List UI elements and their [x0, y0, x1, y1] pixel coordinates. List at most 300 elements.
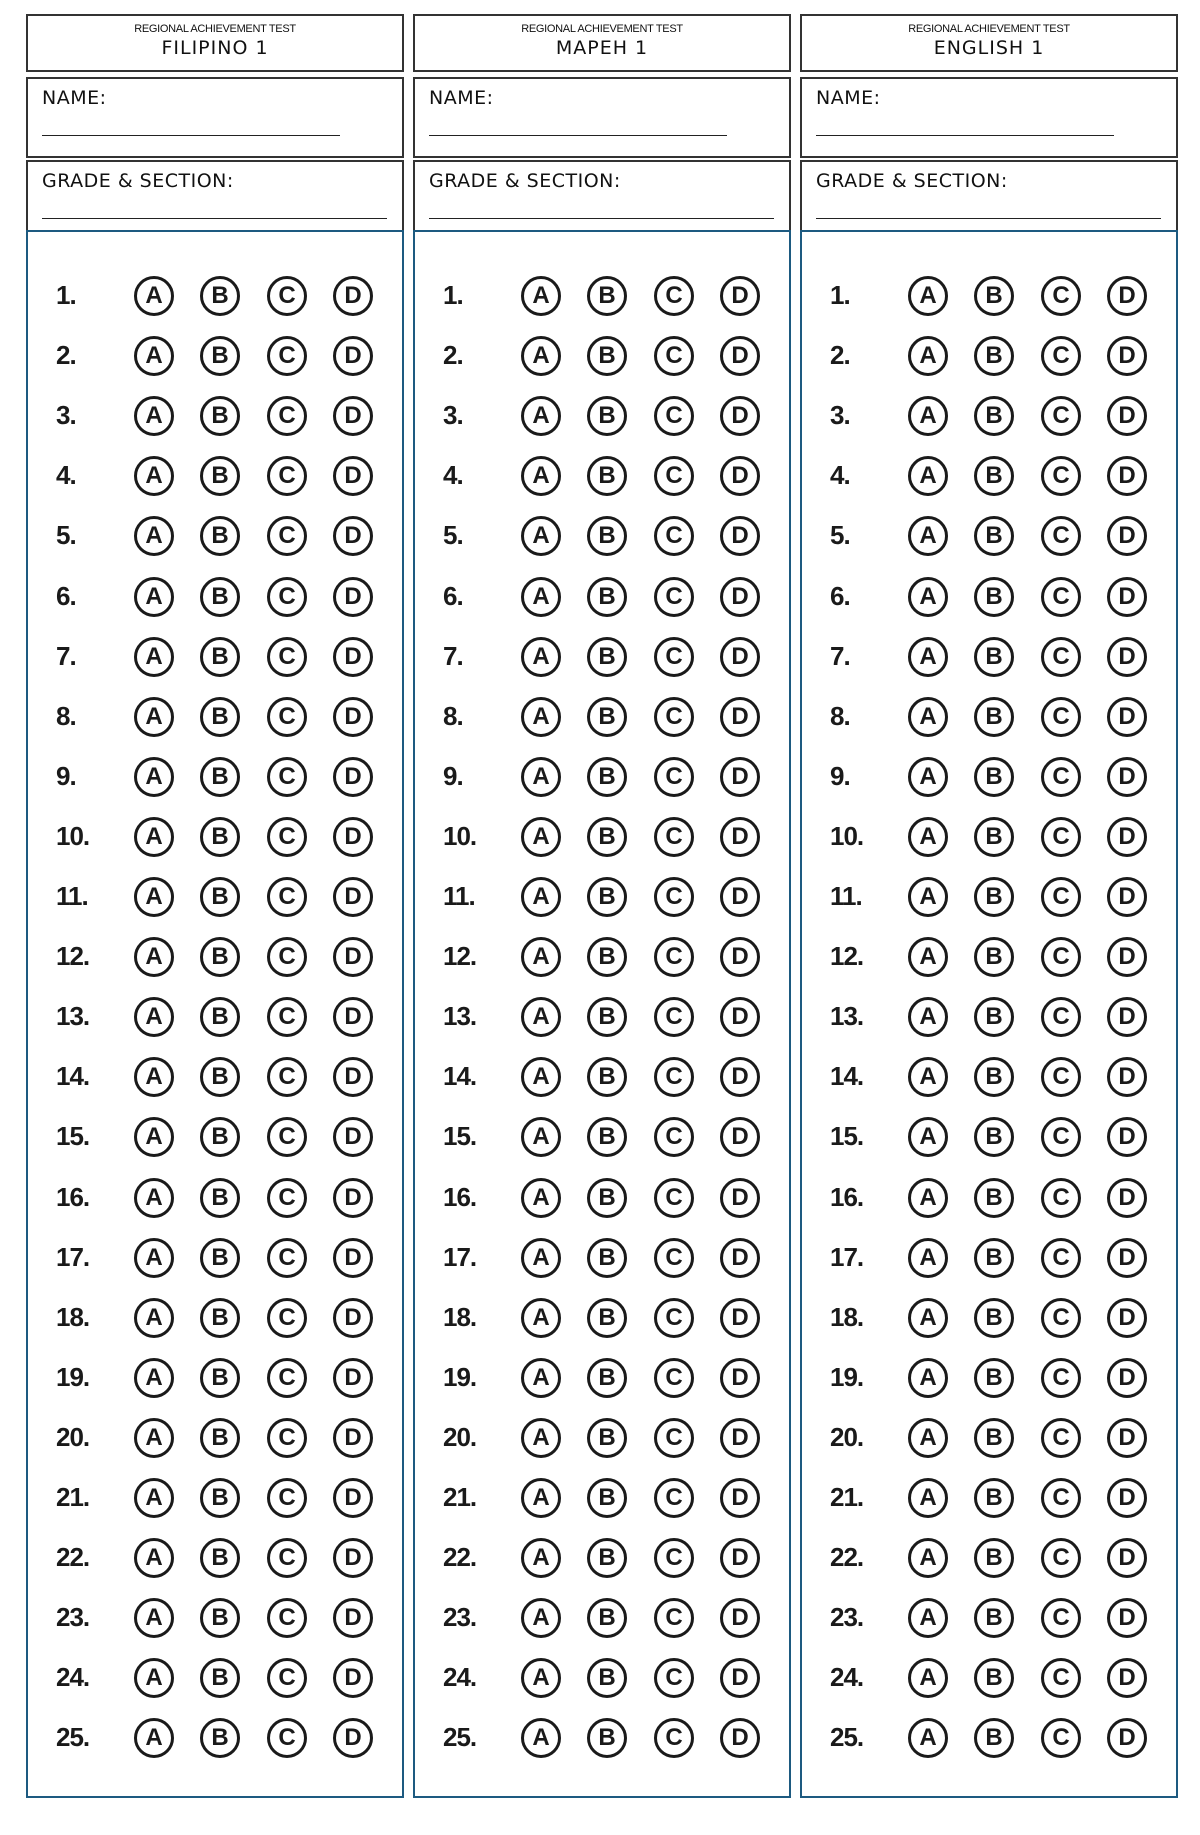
choice-bubble-d[interactable]: D — [720, 396, 760, 436]
choice-bubble-c[interactable]: C — [267, 1598, 307, 1638]
choice-bubble-d[interactable]: D — [1107, 1598, 1147, 1638]
choice-bubble-d[interactable]: D — [720, 757, 760, 797]
choice-bubble-b[interactable]: B — [200, 1478, 240, 1518]
choice-bubble-b[interactable]: B — [974, 1718, 1014, 1758]
choice-bubble-c[interactable]: C — [654, 516, 694, 556]
choice-bubble-d[interactable]: D — [333, 1718, 373, 1758]
choice-bubble-c[interactable]: C — [267, 1538, 307, 1578]
choice-bubble-b[interactable]: B — [974, 637, 1014, 677]
choice-bubble-a[interactable]: A — [908, 937, 948, 977]
choice-bubble-c[interactable]: C — [654, 1238, 694, 1278]
choice-bubble-b[interactable]: B — [587, 1117, 627, 1157]
choice-bubble-c[interactable]: C — [654, 1178, 694, 1218]
choice-bubble-a[interactable]: A — [908, 757, 948, 797]
name-field[interactable] — [800, 77, 1178, 158]
choice-bubble-c[interactable]: C — [267, 456, 307, 496]
choice-bubble-c[interactable]: C — [267, 697, 307, 737]
choice-bubble-c[interactable]: C — [654, 577, 694, 617]
choice-bubble-d[interactable]: D — [1107, 336, 1147, 376]
choice-bubble-d[interactable]: D — [333, 456, 373, 496]
choice-bubble-c[interactable]: C — [654, 877, 694, 917]
choice-bubble-d[interactable]: D — [1107, 1358, 1147, 1398]
choice-bubble-a[interactable]: A — [908, 577, 948, 617]
choice-bubble-b[interactable]: B — [974, 1478, 1014, 1518]
choice-bubble-d[interactable]: D — [1107, 1178, 1147, 1218]
choice-bubble-c[interactable]: C — [654, 1057, 694, 1097]
choice-bubble-c[interactable]: C — [1041, 456, 1081, 496]
choice-bubble-a[interactable]: A — [521, 1358, 561, 1398]
choice-bubble-c[interactable]: C — [654, 757, 694, 797]
choice-bubble-c[interactable]: C — [267, 757, 307, 797]
choice-bubble-d[interactable]: D — [720, 1358, 760, 1398]
choice-bubble-c[interactable]: C — [267, 1178, 307, 1218]
choice-bubble-a[interactable]: A — [908, 336, 948, 376]
grade-section-field[interactable] — [26, 160, 404, 233]
choice-bubble-a[interactable]: A — [521, 1298, 561, 1338]
choice-bubble-d[interactable]: D — [720, 817, 760, 857]
choice-bubble-d[interactable]: D — [333, 1117, 373, 1157]
choice-bubble-c[interactable]: C — [267, 1658, 307, 1698]
choice-bubble-a[interactable]: A — [908, 1658, 948, 1698]
choice-bubble-c[interactable]: C — [654, 1418, 694, 1458]
choice-bubble-c[interactable]: C — [654, 637, 694, 677]
choice-bubble-b[interactable]: B — [200, 1418, 240, 1458]
choice-bubble-c[interactable]: C — [654, 396, 694, 436]
choice-bubble-a[interactable]: A — [908, 1478, 948, 1518]
choice-bubble-c[interactable]: C — [654, 817, 694, 857]
choice-bubble-a[interactable]: A — [521, 1418, 561, 1458]
name-line[interactable] — [42, 135, 340, 136]
choice-bubble-d[interactable]: D — [720, 1057, 760, 1097]
choice-bubble-d[interactable]: D — [1107, 997, 1147, 1037]
choice-bubble-d[interactable]: D — [720, 1418, 760, 1458]
choice-bubble-a[interactable]: A — [521, 637, 561, 677]
choice-bubble-b[interactable]: B — [587, 1238, 627, 1278]
choice-bubble-a[interactable]: A — [908, 997, 948, 1037]
choice-bubble-d[interactable]: D — [333, 1538, 373, 1578]
choice-bubble-b[interactable]: B — [587, 637, 627, 677]
choice-bubble-c[interactable]: C — [1041, 276, 1081, 316]
choice-bubble-d[interactable]: D — [1107, 1057, 1147, 1097]
choice-bubble-b[interactable]: B — [200, 877, 240, 917]
choice-bubble-b[interactable]: B — [974, 1238, 1014, 1278]
choice-bubble-a[interactable]: A — [134, 757, 174, 797]
choice-bubble-c[interactable]: C — [267, 336, 307, 376]
choice-bubble-c[interactable]: C — [267, 877, 307, 917]
choice-bubble-a[interactable]: A — [521, 516, 561, 556]
grade-section-field[interactable] — [413, 160, 791, 233]
choice-bubble-c[interactable]: C — [267, 1358, 307, 1398]
choice-bubble-a[interactable]: A — [134, 336, 174, 376]
choice-bubble-d[interactable]: D — [1107, 1238, 1147, 1278]
choice-bubble-d[interactable]: D — [1107, 697, 1147, 737]
choice-bubble-a[interactable]: A — [521, 1598, 561, 1638]
choice-bubble-c[interactable]: C — [267, 1238, 307, 1278]
choice-bubble-a[interactable]: A — [134, 637, 174, 677]
choice-bubble-c[interactable]: C — [1041, 877, 1081, 917]
choice-bubble-b[interactable]: B — [587, 997, 627, 1037]
choice-bubble-c[interactable]: C — [654, 1478, 694, 1518]
choice-bubble-c[interactable]: C — [1041, 336, 1081, 376]
choice-bubble-d[interactable]: D — [333, 817, 373, 857]
choice-bubble-b[interactable]: B — [587, 336, 627, 376]
choice-bubble-a[interactable]: A — [908, 877, 948, 917]
choice-bubble-b[interactable]: B — [974, 1178, 1014, 1218]
choice-bubble-b[interactable]: B — [587, 577, 627, 617]
choice-bubble-c[interactable]: C — [654, 1298, 694, 1338]
choice-bubble-a[interactable]: A — [521, 396, 561, 436]
choice-bubble-b[interactable]: B — [587, 396, 627, 436]
choice-bubble-d[interactable]: D — [1107, 577, 1147, 617]
choice-bubble-a[interactable]: A — [908, 817, 948, 857]
choice-bubble-c[interactable]: C — [1041, 577, 1081, 617]
choice-bubble-d[interactable]: D — [333, 1298, 373, 1338]
choice-bubble-b[interactable]: B — [587, 1538, 627, 1578]
choice-bubble-c[interactable]: C — [267, 817, 307, 857]
choice-bubble-c[interactable]: C — [654, 1358, 694, 1398]
choice-bubble-c[interactable]: C — [1041, 1057, 1081, 1097]
choice-bubble-d[interactable]: D — [1107, 1478, 1147, 1518]
choice-bubble-b[interactable]: B — [200, 1298, 240, 1338]
choice-bubble-b[interactable]: B — [587, 516, 627, 556]
choice-bubble-b[interactable]: B — [974, 877, 1014, 917]
choice-bubble-a[interactable]: A — [134, 1057, 174, 1097]
choice-bubble-b[interactable]: B — [974, 336, 1014, 376]
choice-bubble-d[interactable]: D — [1107, 1718, 1147, 1758]
choice-bubble-d[interactable]: D — [720, 1117, 760, 1157]
choice-bubble-d[interactable]: D — [333, 1478, 373, 1518]
choice-bubble-d[interactable]: D — [333, 396, 373, 436]
choice-bubble-b[interactable]: B — [587, 456, 627, 496]
choice-bubble-c[interactable]: C — [654, 336, 694, 376]
choice-bubble-c[interactable]: C — [267, 1057, 307, 1097]
choice-bubble-d[interactable]: D — [1107, 1658, 1147, 1698]
choice-bubble-b[interactable]: B — [200, 577, 240, 617]
choice-bubble-a[interactable]: A — [908, 1238, 948, 1278]
choice-bubble-d[interactable]: D — [333, 1598, 373, 1638]
grade-section-line[interactable] — [816, 218, 1161, 219]
choice-bubble-d[interactable]: D — [720, 1538, 760, 1578]
choice-bubble-b[interactable]: B — [974, 1057, 1014, 1097]
choice-bubble-b[interactable]: B — [200, 1598, 240, 1638]
choice-bubble-c[interactable]: C — [1041, 1538, 1081, 1578]
choice-bubble-a[interactable]: A — [521, 817, 561, 857]
choice-bubble-b[interactable]: B — [974, 757, 1014, 797]
choice-bubble-d[interactable]: D — [720, 336, 760, 376]
choice-bubble-b[interactable]: B — [200, 1178, 240, 1218]
name-line[interactable] — [816, 135, 1114, 136]
choice-bubble-c[interactable]: C — [267, 577, 307, 617]
choice-bubble-a[interactable]: A — [134, 1238, 174, 1278]
choice-bubble-a[interactable]: A — [134, 1298, 174, 1338]
name-line[interactable] — [429, 135, 727, 136]
choice-bubble-a[interactable]: A — [134, 997, 174, 1037]
choice-bubble-d[interactable]: D — [333, 276, 373, 316]
choice-bubble-c[interactable]: C — [267, 1478, 307, 1518]
choice-bubble-c[interactable]: C — [1041, 757, 1081, 797]
choice-bubble-a[interactable]: A — [908, 516, 948, 556]
choice-bubble-c[interactable]: C — [1041, 1178, 1081, 1218]
choice-bubble-b[interactable]: B — [974, 1298, 1014, 1338]
choice-bubble-b[interactable]: B — [587, 1418, 627, 1458]
choice-bubble-b[interactable]: B — [974, 456, 1014, 496]
choice-bubble-a[interactable]: A — [908, 1117, 948, 1157]
choice-bubble-b[interactable]: B — [974, 276, 1014, 316]
choice-bubble-b[interactable]: B — [587, 1658, 627, 1698]
choice-bubble-b[interactable]: B — [200, 276, 240, 316]
choice-bubble-d[interactable]: D — [1107, 757, 1147, 797]
choice-bubble-b[interactable]: B — [587, 697, 627, 737]
choice-bubble-b[interactable]: B — [587, 1478, 627, 1518]
choice-bubble-a[interactable]: A — [521, 1478, 561, 1518]
choice-bubble-d[interactable]: D — [333, 516, 373, 556]
choice-bubble-d[interactable]: D — [333, 1057, 373, 1097]
choice-bubble-b[interactable]: B — [200, 1538, 240, 1578]
choice-bubble-a[interactable]: A — [521, 577, 561, 617]
choice-bubble-b[interactable]: B — [587, 757, 627, 797]
choice-bubble-c[interactable]: C — [267, 516, 307, 556]
choice-bubble-c[interactable]: C — [1041, 396, 1081, 436]
choice-bubble-a[interactable]: A — [134, 877, 174, 917]
choice-bubble-b[interactable]: B — [200, 637, 240, 677]
choice-bubble-c[interactable]: C — [267, 1117, 307, 1157]
choice-bubble-c[interactable]: C — [654, 937, 694, 977]
choice-bubble-d[interactable]: D — [333, 336, 373, 376]
choice-bubble-a[interactable]: A — [134, 1418, 174, 1458]
choice-bubble-a[interactable]: A — [521, 1718, 561, 1758]
choice-bubble-d[interactable]: D — [1107, 817, 1147, 857]
choice-bubble-b[interactable]: B — [587, 817, 627, 857]
choice-bubble-c[interactable]: C — [654, 1598, 694, 1638]
choice-bubble-c[interactable]: C — [654, 1538, 694, 1578]
choice-bubble-d[interactable]: D — [720, 937, 760, 977]
choice-bubble-b[interactable]: B — [200, 396, 240, 436]
choice-bubble-d[interactable]: D — [1107, 1538, 1147, 1578]
choice-bubble-a[interactable]: A — [521, 1117, 561, 1157]
choice-bubble-b[interactable]: B — [200, 1238, 240, 1278]
choice-bubble-d[interactable]: D — [720, 697, 760, 737]
choice-bubble-d[interactable]: D — [720, 577, 760, 617]
choice-bubble-a[interactable]: A — [521, 276, 561, 316]
choice-bubble-a[interactable]: A — [134, 456, 174, 496]
choice-bubble-a[interactable]: A — [908, 1298, 948, 1338]
choice-bubble-a[interactable]: A — [908, 276, 948, 316]
choice-bubble-b[interactable]: B — [974, 997, 1014, 1037]
choice-bubble-b[interactable]: B — [974, 697, 1014, 737]
choice-bubble-c[interactable]: C — [267, 637, 307, 677]
choice-bubble-d[interactable]: D — [1107, 516, 1147, 556]
choice-bubble-d[interactable]: D — [333, 1358, 373, 1398]
choice-bubble-b[interactable]: B — [974, 396, 1014, 436]
choice-bubble-c[interactable]: C — [1041, 937, 1081, 977]
choice-bubble-c[interactable]: C — [267, 997, 307, 1037]
choice-bubble-a[interactable]: A — [908, 396, 948, 436]
choice-bubble-a[interactable]: A — [134, 1538, 174, 1578]
choice-bubble-d[interactable]: D — [720, 1718, 760, 1758]
choice-bubble-d[interactable]: D — [1107, 1418, 1147, 1458]
choice-bubble-a[interactable]: A — [521, 456, 561, 496]
choice-bubble-c[interactable]: C — [1041, 516, 1081, 556]
choice-bubble-a[interactable]: A — [908, 697, 948, 737]
choice-bubble-a[interactable]: A — [134, 577, 174, 617]
choice-bubble-d[interactable]: D — [720, 516, 760, 556]
choice-bubble-a[interactable]: A — [521, 1238, 561, 1278]
choice-bubble-a[interactable]: A — [521, 697, 561, 737]
choice-bubble-b[interactable]: B — [974, 516, 1014, 556]
choice-bubble-a[interactable]: A — [908, 1718, 948, 1758]
choice-bubble-a[interactable]: A — [908, 456, 948, 496]
choice-bubble-a[interactable]: A — [908, 1418, 948, 1458]
choice-bubble-b[interactable]: B — [974, 937, 1014, 977]
choice-bubble-c[interactable]: C — [654, 997, 694, 1037]
choice-bubble-b[interactable]: B — [974, 1117, 1014, 1157]
choice-bubble-b[interactable]: B — [200, 817, 240, 857]
choice-bubble-c[interactable]: C — [654, 697, 694, 737]
choice-bubble-c[interactable]: C — [1041, 1238, 1081, 1278]
choice-bubble-d[interactable]: D — [1107, 1298, 1147, 1338]
choice-bubble-d[interactable]: D — [333, 1418, 373, 1458]
choice-bubble-c[interactable]: C — [1041, 997, 1081, 1037]
choice-bubble-b[interactable]: B — [587, 1178, 627, 1218]
choice-bubble-b[interactable]: B — [587, 1598, 627, 1638]
choice-bubble-d[interactable]: D — [1107, 937, 1147, 977]
choice-bubble-c[interactable]: C — [1041, 637, 1081, 677]
choice-bubble-c[interactable]: C — [267, 396, 307, 436]
choice-bubble-c[interactable]: C — [1041, 817, 1081, 857]
choice-bubble-b[interactable]: B — [974, 577, 1014, 617]
choice-bubble-d[interactable]: D — [720, 1238, 760, 1278]
choice-bubble-b[interactable]: B — [200, 697, 240, 737]
choice-bubble-d[interactable]: D — [1107, 456, 1147, 496]
choice-bubble-c[interactable]: C — [267, 1418, 307, 1458]
choice-bubble-c[interactable]: C — [1041, 1718, 1081, 1758]
choice-bubble-a[interactable]: A — [521, 997, 561, 1037]
choice-bubble-d[interactable]: D — [720, 877, 760, 917]
choice-bubble-c[interactable]: C — [654, 1117, 694, 1157]
choice-bubble-a[interactable]: A — [134, 1598, 174, 1638]
choice-bubble-d[interactable]: D — [333, 937, 373, 977]
choice-bubble-a[interactable]: A — [908, 1178, 948, 1218]
choice-bubble-a[interactable]: A — [521, 336, 561, 376]
choice-bubble-d[interactable]: D — [333, 1658, 373, 1698]
choice-bubble-c[interactable]: C — [654, 1718, 694, 1758]
choice-bubble-a[interactable]: A — [908, 1538, 948, 1578]
name-field[interactable] — [26, 77, 404, 158]
choice-bubble-a[interactable]: A — [908, 1598, 948, 1638]
choice-bubble-a[interactable]: A — [134, 396, 174, 436]
choice-bubble-a[interactable]: A — [134, 1358, 174, 1398]
choice-bubble-d[interactable]: D — [333, 1238, 373, 1278]
choice-bubble-d[interactable]: D — [333, 577, 373, 617]
choice-bubble-a[interactable]: A — [908, 637, 948, 677]
choice-bubble-c[interactable]: C — [654, 456, 694, 496]
choice-bubble-a[interactable]: A — [521, 1057, 561, 1097]
choice-bubble-b[interactable]: B — [974, 1658, 1014, 1698]
choice-bubble-a[interactable]: A — [521, 1178, 561, 1218]
choice-bubble-d[interactable]: D — [720, 456, 760, 496]
choice-bubble-d[interactable]: D — [720, 276, 760, 316]
choice-bubble-c[interactable]: C — [1041, 1658, 1081, 1698]
choice-bubble-d[interactable]: D — [333, 1178, 373, 1218]
choice-bubble-c[interactable]: C — [267, 1298, 307, 1338]
choice-bubble-c[interactable]: C — [1041, 1117, 1081, 1157]
choice-bubble-b[interactable]: B — [200, 1057, 240, 1097]
choice-bubble-b[interactable]: B — [200, 336, 240, 376]
choice-bubble-a[interactable]: A — [521, 1658, 561, 1698]
choice-bubble-a[interactable]: A — [134, 817, 174, 857]
choice-bubble-a[interactable]: A — [134, 937, 174, 977]
choice-bubble-b[interactable]: B — [200, 1658, 240, 1698]
choice-bubble-b[interactable]: B — [974, 817, 1014, 857]
name-field[interactable] — [413, 77, 791, 158]
choice-bubble-c[interactable]: C — [267, 937, 307, 977]
choice-bubble-d[interactable]: D — [720, 1178, 760, 1218]
choice-bubble-a[interactable]: A — [134, 697, 174, 737]
choice-bubble-d[interactable]: D — [1107, 1117, 1147, 1157]
choice-bubble-b[interactable]: B — [587, 1358, 627, 1398]
choice-bubble-b[interactable]: B — [200, 937, 240, 977]
grade-section-line[interactable] — [429, 218, 774, 219]
choice-bubble-b[interactable]: B — [974, 1538, 1014, 1578]
choice-bubble-d[interactable]: D — [720, 1598, 760, 1638]
choice-bubble-b[interactable]: B — [974, 1598, 1014, 1638]
choice-bubble-d[interactable]: D — [1107, 877, 1147, 917]
choice-bubble-b[interactable]: B — [200, 997, 240, 1037]
choice-bubble-c[interactable]: C — [1041, 1298, 1081, 1338]
choice-bubble-a[interactable]: A — [134, 1117, 174, 1157]
choice-bubble-b[interactable]: B — [587, 1298, 627, 1338]
choice-bubble-a[interactable]: A — [134, 276, 174, 316]
choice-bubble-b[interactable]: B — [974, 1418, 1014, 1458]
choice-bubble-d[interactable]: D — [720, 1658, 760, 1698]
choice-bubble-d[interactable]: D — [720, 637, 760, 677]
grade-section-line[interactable] — [42, 218, 387, 219]
choice-bubble-a[interactable]: A — [134, 1718, 174, 1758]
choice-bubble-b[interactable]: B — [200, 516, 240, 556]
choice-bubble-c[interactable]: C — [267, 276, 307, 316]
choice-bubble-b[interactable]: B — [200, 456, 240, 496]
choice-bubble-d[interactable]: D — [333, 637, 373, 677]
choice-bubble-d[interactable]: D — [1107, 276, 1147, 316]
choice-bubble-a[interactable]: A — [521, 1538, 561, 1578]
choice-bubble-a[interactable]: A — [521, 937, 561, 977]
choice-bubble-d[interactable]: D — [333, 697, 373, 737]
choice-bubble-b[interactable]: B — [587, 1057, 627, 1097]
choice-bubble-d[interactable]: D — [1107, 637, 1147, 677]
grade-section-field[interactable] — [800, 160, 1178, 233]
choice-bubble-b[interactable]: B — [587, 937, 627, 977]
choice-bubble-c[interactable]: C — [267, 1718, 307, 1758]
choice-bubble-d[interactable]: D — [333, 997, 373, 1037]
choice-bubble-b[interactable]: B — [200, 1358, 240, 1398]
choice-bubble-b[interactable]: B — [587, 276, 627, 316]
choice-bubble-d[interactable]: D — [333, 877, 373, 917]
choice-bubble-a[interactable]: A — [134, 1658, 174, 1698]
choice-bubble-b[interactable]: B — [587, 1718, 627, 1758]
choice-bubble-c[interactable]: C — [1041, 697, 1081, 737]
choice-bubble-b[interactable]: B — [200, 1718, 240, 1758]
choice-bubble-b[interactable]: B — [587, 877, 627, 917]
choice-bubble-c[interactable]: C — [1041, 1418, 1081, 1458]
choice-bubble-d[interactable]: D — [720, 1298, 760, 1338]
choice-bubble-a[interactable]: A — [521, 877, 561, 917]
choice-bubble-c[interactable]: C — [654, 276, 694, 316]
choice-bubble-d[interactable]: D — [1107, 396, 1147, 436]
choice-bubble-d[interactable]: D — [333, 757, 373, 797]
choice-bubble-d[interactable]: D — [720, 1478, 760, 1518]
choice-bubble-b[interactable]: B — [200, 1117, 240, 1157]
choice-bubble-a[interactable]: A — [134, 1478, 174, 1518]
